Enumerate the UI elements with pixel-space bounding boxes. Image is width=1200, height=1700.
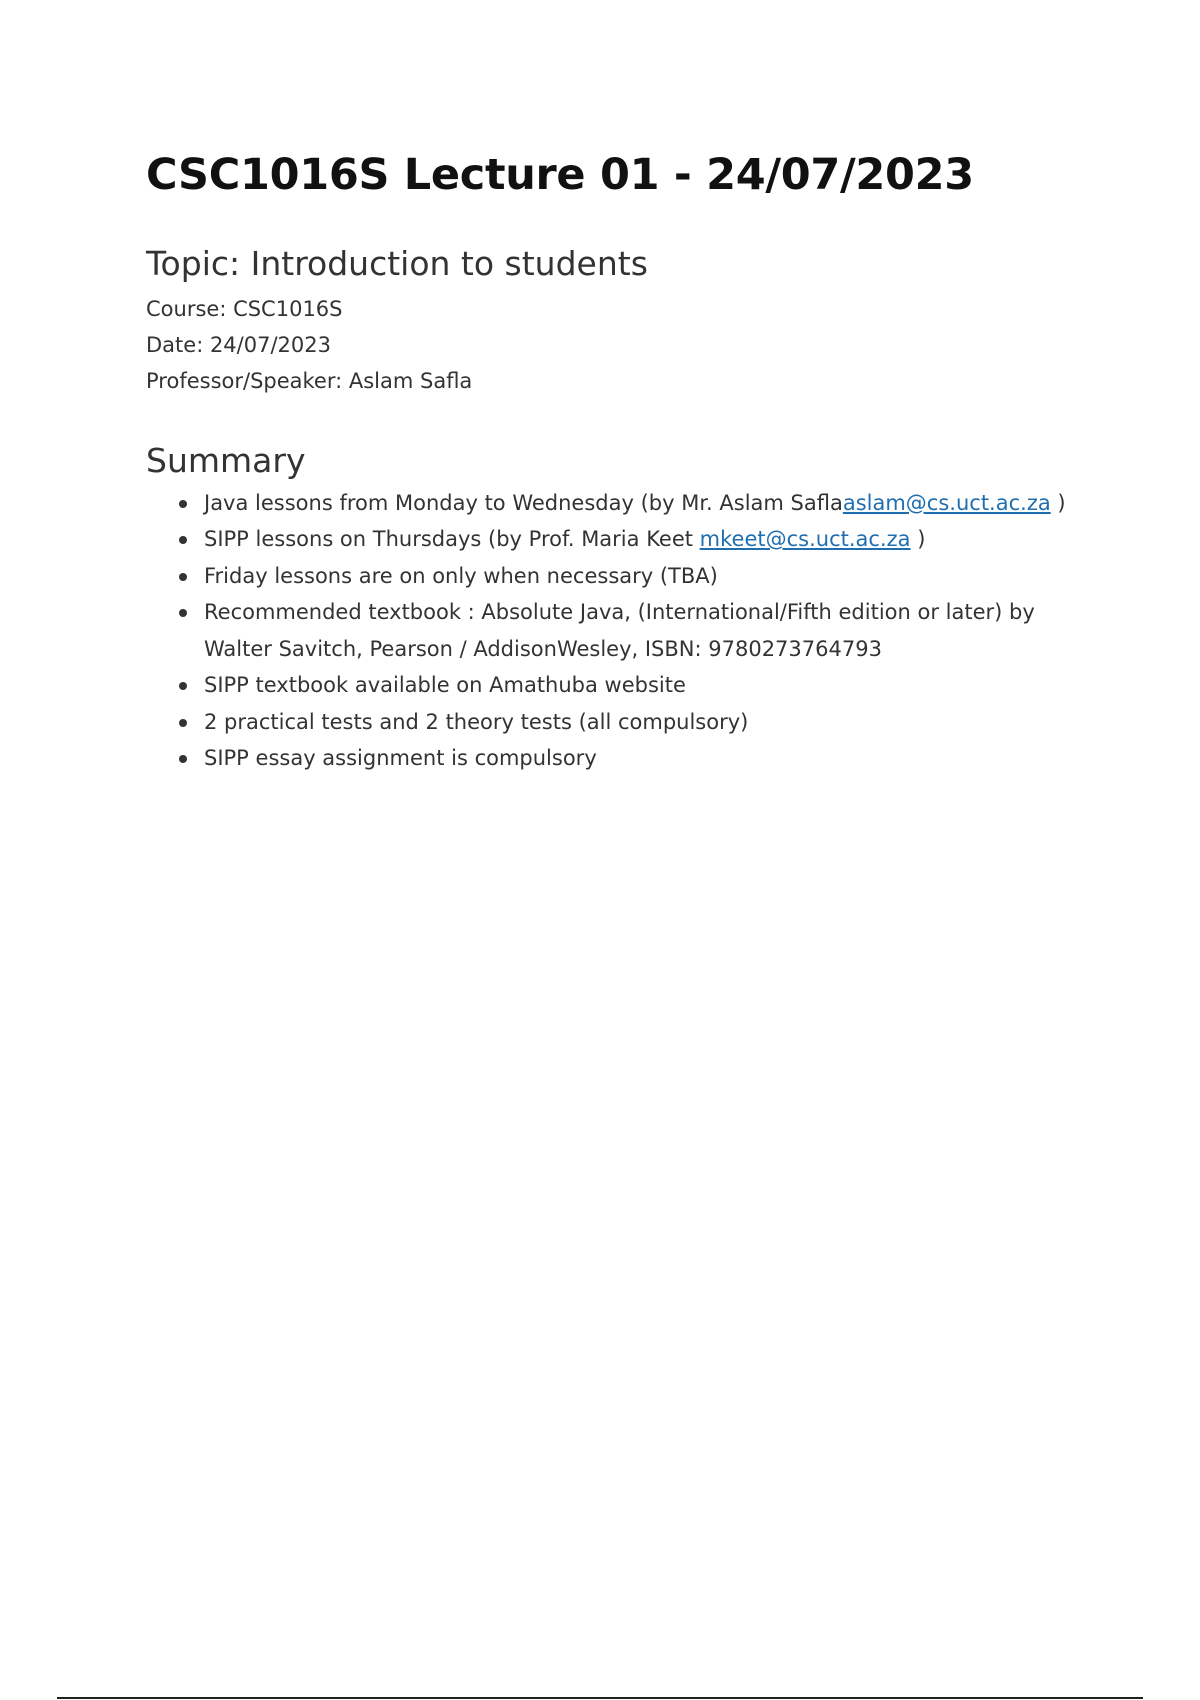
speaker-line: Professor/Speaker: Aslam Safla: [146, 369, 473, 394]
list-item-text: SIPP essay assignment is compulsory: [204, 746, 597, 771]
bullet-icon: [179, 609, 187, 617]
date-line: Date: 24/07/2023: [146, 333, 331, 358]
course-line: Course: CSC1016S: [146, 297, 343, 322]
footer-divider: [57, 1697, 1143, 1699]
email-link-aslam[interactable]: aslam@cs.uct.ac.za: [842, 490, 1051, 515]
page-title: CSC1016S Lecture 01 - 24/07/2023: [146, 150, 974, 200]
bullet-icon: [179, 755, 187, 763]
list-item-text: SIPP lessons on Thursdays (by Prof. Maria Keet: [204, 527, 700, 552]
list-item-text: Friday lessons are on only when necessary (TBA): [204, 563, 718, 588]
list-item-text: 2 practical tests and 2 theory tests (all compulsory): [204, 709, 749, 734]
list-item: [204, 594, 1076, 667]
list-item-text-end: ): [1050, 490, 1066, 515]
bullet-icon: [179, 573, 187, 581]
list-item-text: Java lessons from Monday to Wednesday (by Mr. Aslam Safla: [204, 490, 843, 515]
list-item: [204, 667, 1076, 704]
bullet-icon: [179, 682, 187, 690]
list-item: [204, 704, 1076, 741]
topic-heading: Topic: Introduction to students: [146, 243, 648, 283]
list-item: [204, 521, 1076, 558]
summary-heading: Summary: [146, 441, 306, 481]
list-item-text-end: ): [910, 527, 926, 552]
bullet-icon: [179, 536, 187, 544]
list-item: [204, 485, 1076, 522]
list-item: [204, 558, 1076, 595]
bullet-icon: [179, 500, 187, 508]
email-link-mkeet[interactable]: mkeet@cs.uct.ac.za: [699, 527, 911, 552]
list-item-text: SIPP textbook available on Amathuba website: [204, 673, 686, 698]
summary-list: [146, 485, 1076, 777]
list-item-text: Recommended textbook : Absolute Java, (International/Fifth edition or later) by Walter Savitch, Pearson / AddisonWesley, ISBN: 9780273764793: [204, 600, 1035, 661]
bullet-icon: [179, 719, 187, 727]
list-item: [204, 740, 1076, 777]
document-page: [146, 150, 1076, 777]
